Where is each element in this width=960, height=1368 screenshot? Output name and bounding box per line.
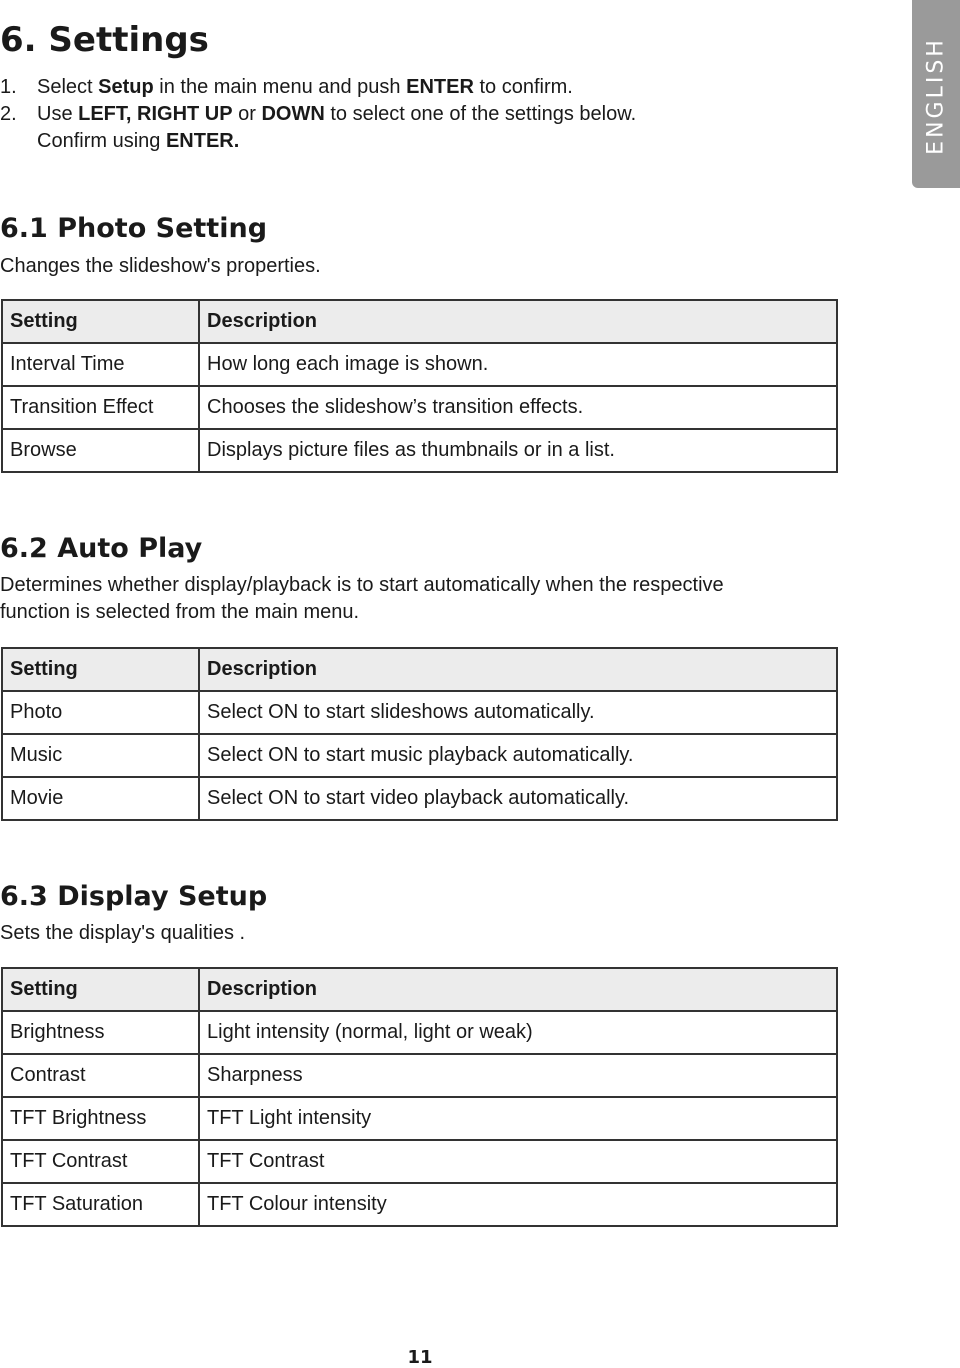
table-row — [2, 1183, 837, 1226]
setting-cell: Contrast — [2, 1054, 199, 1097]
description-cell: Select ON to start music playback automatically. — [199, 734, 837, 777]
section-intro: Changes the slideshow's properties. — [0, 255, 321, 277]
description-cell: TFT Contrast — [199, 1140, 837, 1183]
step-2 — [0, 101, 636, 155]
table-row — [2, 429, 837, 472]
step-text: Select Setup in the main menu and push ENTER to confirm. — [37, 76, 573, 98]
section-heading-display-setup: 6.3 Display Setup — [0, 881, 268, 912]
setting-cell: Interval Time — [2, 343, 199, 386]
table-row — [2, 343, 837, 386]
setting-cell: Brightness — [2, 1011, 199, 1054]
column-header-setting: Setting — [2, 648, 199, 691]
page-title: 6. Settings — [0, 20, 209, 60]
setting-cell: Music — [2, 734, 199, 777]
column-header-setting: Setting — [2, 300, 199, 343]
description-cell: Chooses the slideshow’s transition effects. — [199, 386, 837, 429]
page-number: 11 — [407, 1347, 433, 1368]
section-intro: Sets the display's qualities . — [0, 922, 246, 944]
table-header-row — [2, 648, 837, 691]
keyword: ENTER. — [165, 130, 240, 152]
step-number: 1. — [0, 76, 17, 98]
column-header-description: Description — [199, 968, 837, 1011]
column-header-description: Description — [199, 300, 837, 343]
step-text-continued: Confirm using ENTER. — [37, 130, 240, 152]
keyword: DOWN — [261, 103, 325, 125]
keyword: LEFT, RIGHT UP — [78, 103, 233, 125]
column-header-description: Description — [199, 648, 837, 691]
description-cell: Select ON to start video playback automatically. — [199, 777, 837, 820]
setting-cell: TFT Saturation — [2, 1183, 199, 1226]
keyword: ENTER — [406, 76, 474, 98]
step-1 — [0, 74, 636, 101]
language-tab — [912, 0, 960, 188]
display-setup-table — [1, 967, 838, 1227]
description-cell: Select ON to start slideshows automatically. — [199, 691, 837, 734]
instruction-steps — [0, 74, 636, 155]
auto-play-table — [1, 647, 838, 821]
description-cell: How long each image is shown. — [199, 343, 837, 386]
section-heading-auto-play: 6.2 Auto Play — [0, 533, 203, 564]
setting-cell: Movie — [2, 777, 199, 820]
table-row — [2, 1054, 837, 1097]
table-row — [2, 1097, 837, 1140]
step-number: 2. — [0, 103, 17, 125]
table-row — [2, 386, 837, 429]
description-cell: Displays picture files as thumbnails or in a list. — [199, 429, 837, 472]
description-cell: Sharpness — [199, 1054, 837, 1097]
description-cell: TFT Colour intensity — [199, 1183, 837, 1226]
column-header-setting: Setting — [2, 968, 199, 1011]
table-row — [2, 691, 837, 734]
table-row — [2, 1011, 837, 1054]
table-row — [2, 734, 837, 777]
keyword: Setup — [98, 76, 154, 98]
photo-settings-table — [1, 299, 838, 473]
table-header-row — [2, 968, 837, 1011]
setting-cell: Photo — [2, 691, 199, 734]
description-cell: Light intensity (normal, light or weak) — [199, 1011, 837, 1054]
description-cell: TFT Light intensity — [199, 1097, 837, 1140]
section-heading-photo-setting: 6.1 Photo Setting — [0, 213, 268, 244]
table-header-row — [2, 300, 837, 343]
table-row — [2, 1140, 837, 1183]
setting-cell: Transition Effect — [2, 386, 199, 429]
language-tab-label: ENGLISH — [923, 37, 949, 155]
setting-cell: TFT Brightness — [2, 1097, 199, 1140]
table-row — [2, 777, 837, 820]
setting-cell: Browse — [2, 429, 199, 472]
section-intro: Determines whether display/playback is to start automatically when the respective function is selected from the main menu. — [0, 574, 724, 623]
setting-cell: TFT Contrast — [2, 1140, 199, 1183]
step-text: Use LEFT, RIGHT UP or DOWN to select one of the settings below. — [37, 103, 637, 125]
